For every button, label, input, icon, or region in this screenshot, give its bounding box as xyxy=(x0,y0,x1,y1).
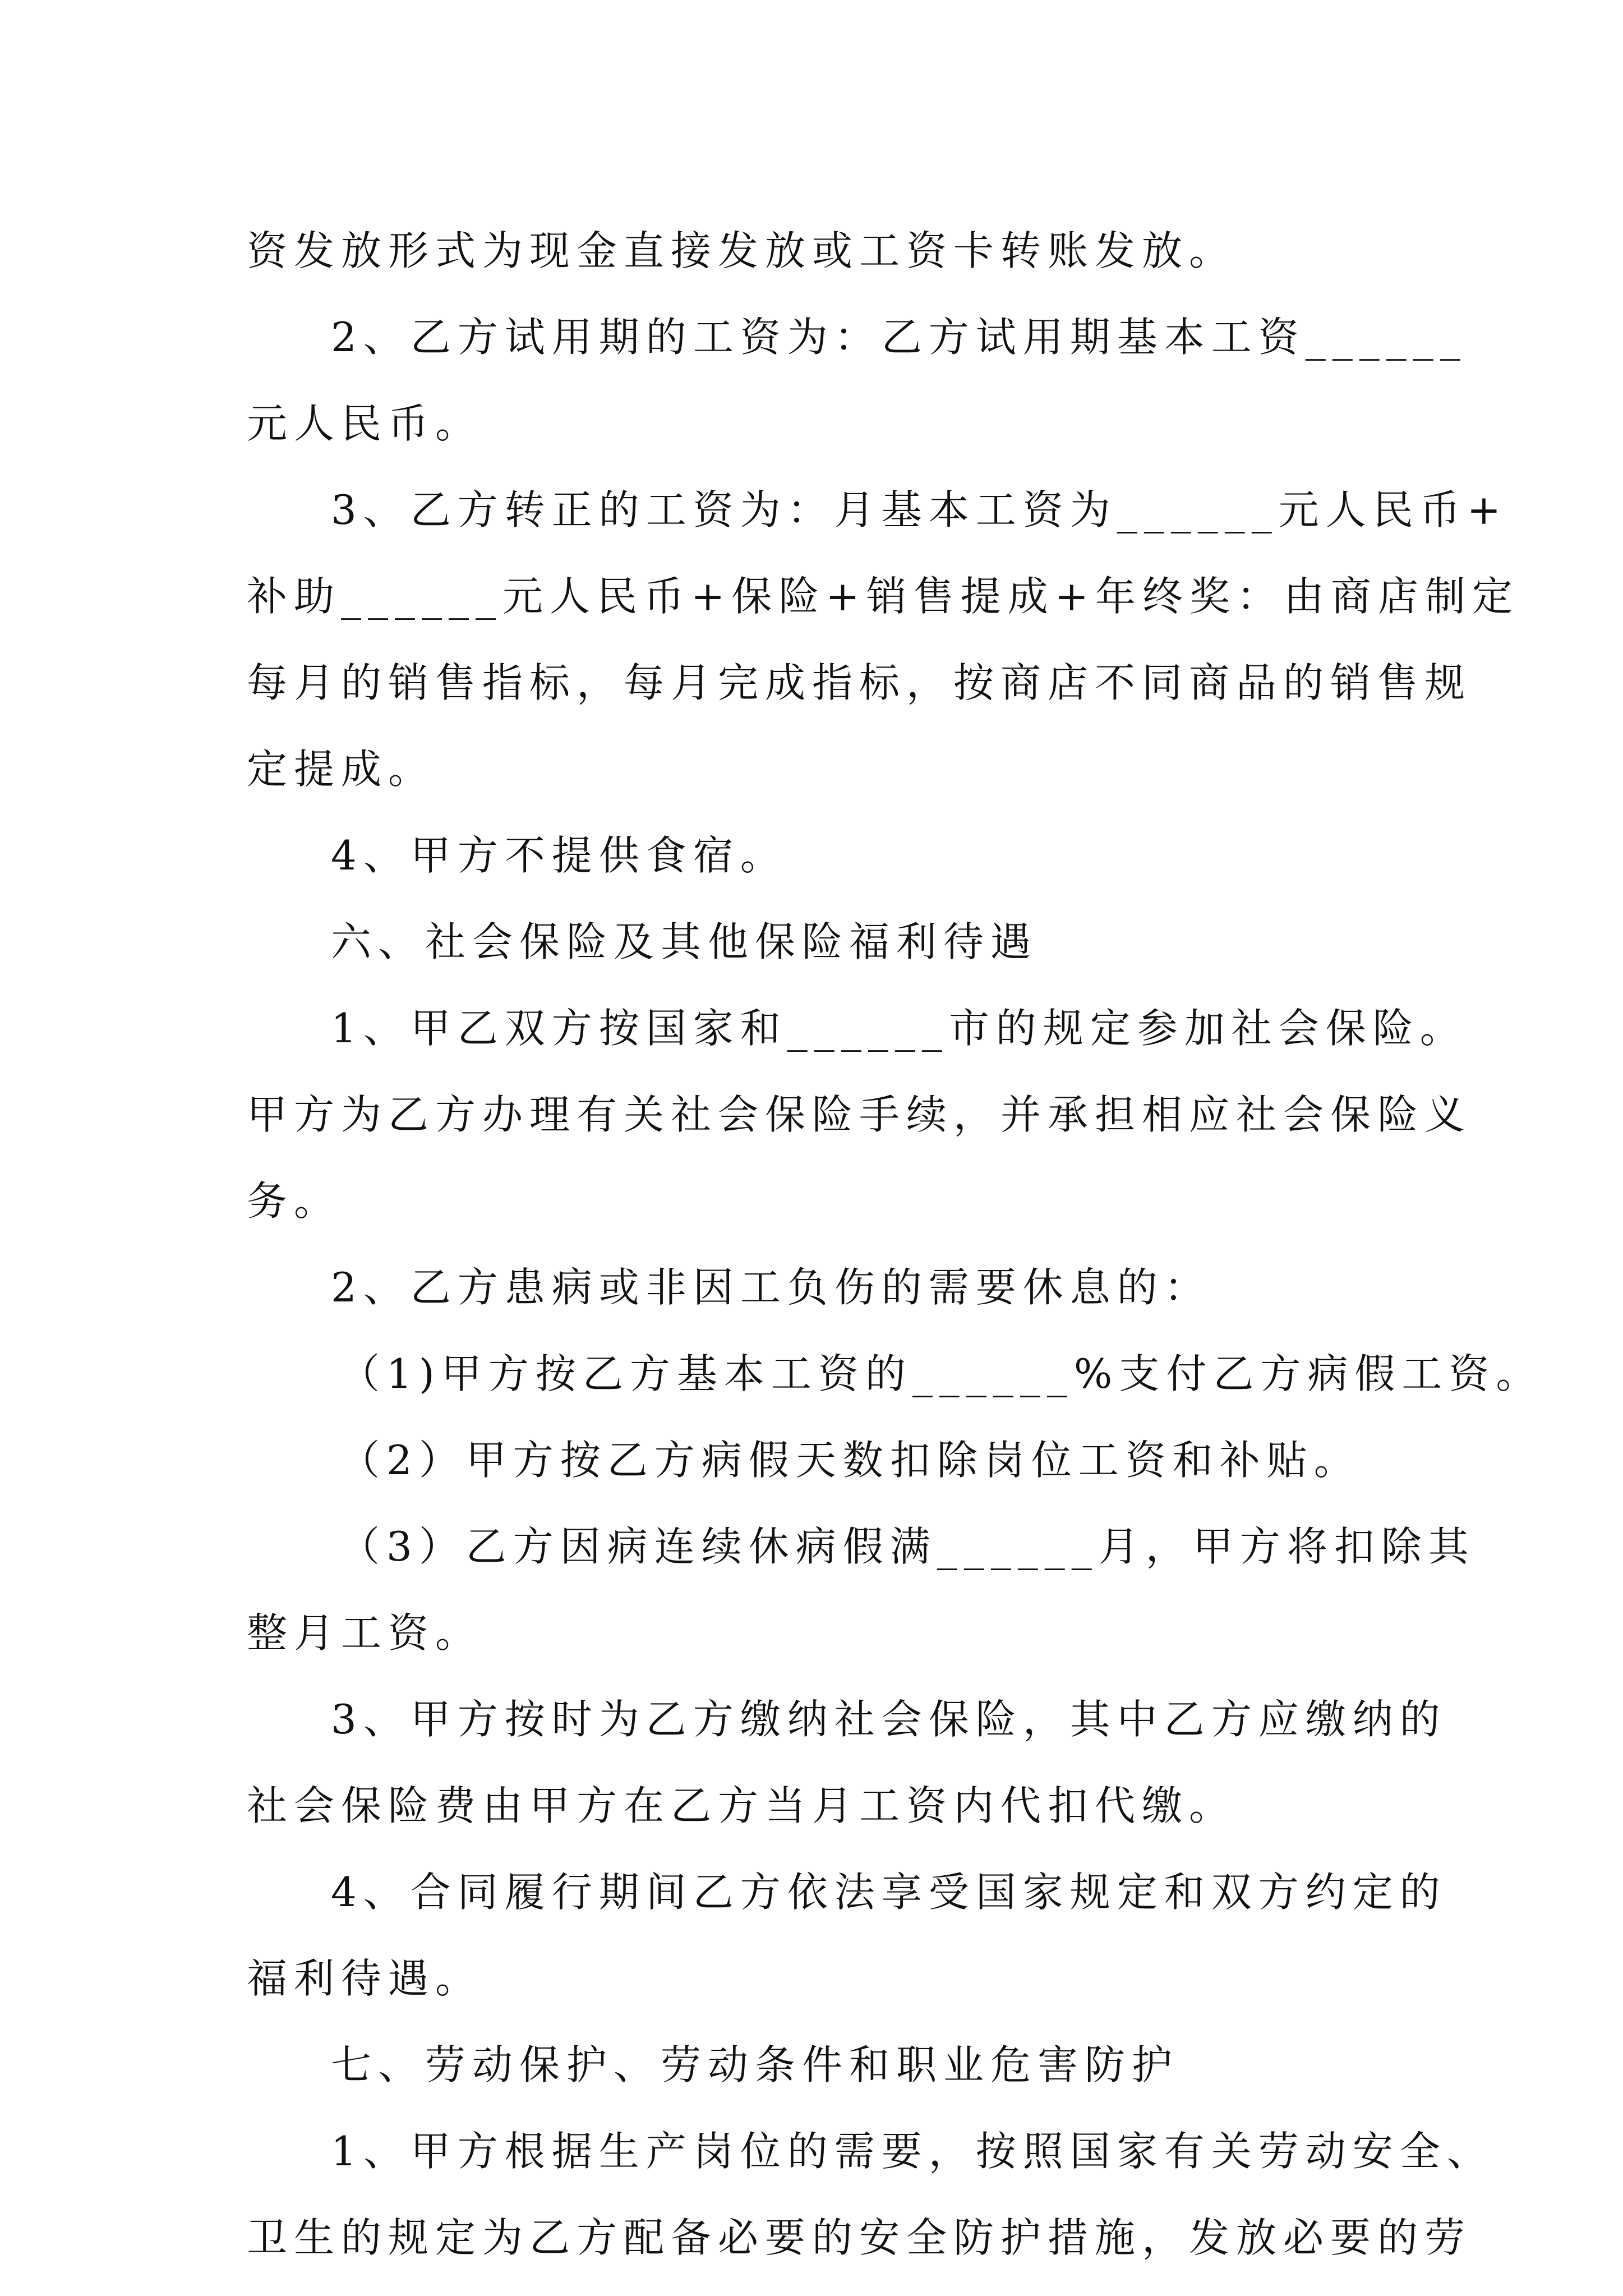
paragraph-line: 4、甲方不提供食宿。 xyxy=(331,832,787,879)
paragraph-line: 福利待遇。 xyxy=(247,1955,483,2002)
paragraph-line: 元人民币。 xyxy=(247,400,483,447)
paragraph-line: （2）甲方按乙方病假天数扣除岗位工资和补贴。 xyxy=(339,1437,1361,1484)
paragraph-line: （1)甲方按乙方基本工资的______%支付乙方病假工资。 xyxy=(339,1350,1543,1397)
paragraph-line: 甲方为乙方办理有关社会保险手续，并承担相应社会保险义 xyxy=(247,1091,1472,1138)
paragraph-line: 每月的销售指标，每月完成指标，按商店不同商品的销售规 xyxy=(247,659,1472,706)
paragraph-line: 社会保险费由甲方在乙方当月工资内代扣代缴。 xyxy=(247,1782,1237,1829)
paragraph-line: 3、甲方按时为乙方缴纳社会保险，其中乙方应缴纳的 xyxy=(331,1696,1447,1743)
paragraph-line: （3）乙方因病连续休病假满______月，甲方将扣除其 xyxy=(339,1523,1476,1570)
paragraph-line: 2、乙方患病或非因工负伤的需要休息的： xyxy=(331,1264,1211,1311)
section-heading: 六、社会保险及其他保险福利待遇 xyxy=(331,918,1038,965)
paragraph-line: 务。 xyxy=(247,1177,342,1225)
paragraph-line: 资发放形式为现金直接发放或工资卡转账发放。 xyxy=(247,227,1237,274)
paragraph-line: 卫生的规定为乙方配备必要的安全防护措施，发放必要的劳 xyxy=(247,2214,1472,2261)
paragraph-line: 整月工资。 xyxy=(247,1609,483,1657)
paragraph-line: 2、乙方试用期的工资为：乙方试用期基本工资______ xyxy=(331,314,1467,361)
paragraph-line: 4、合同履行期间乙方依法享受国家规定和双方约定的 xyxy=(331,1869,1447,1916)
section-heading: 七、劳动保护、劳动条件和职业危害防护 xyxy=(331,2041,1179,2088)
paragraph-line: 1、甲乙双方按国家和______市的规定参加社会保险。 xyxy=(331,1005,1467,1052)
paragraph-line: 3、乙方转正的工资为：月基本工资为______元人民币+ xyxy=(331,486,1508,533)
paragraph-line: 1、甲方根据生产岗位的需要，按照国家有关劳动安全、 xyxy=(331,2128,1494,2175)
paragraph-line: 补助______元人民币+保险+销售提成+年终奖：由商店制定 xyxy=(247,573,1519,620)
document-body xyxy=(247,208,1543,2281)
paragraph-line: 定提成。 xyxy=(247,746,436,793)
